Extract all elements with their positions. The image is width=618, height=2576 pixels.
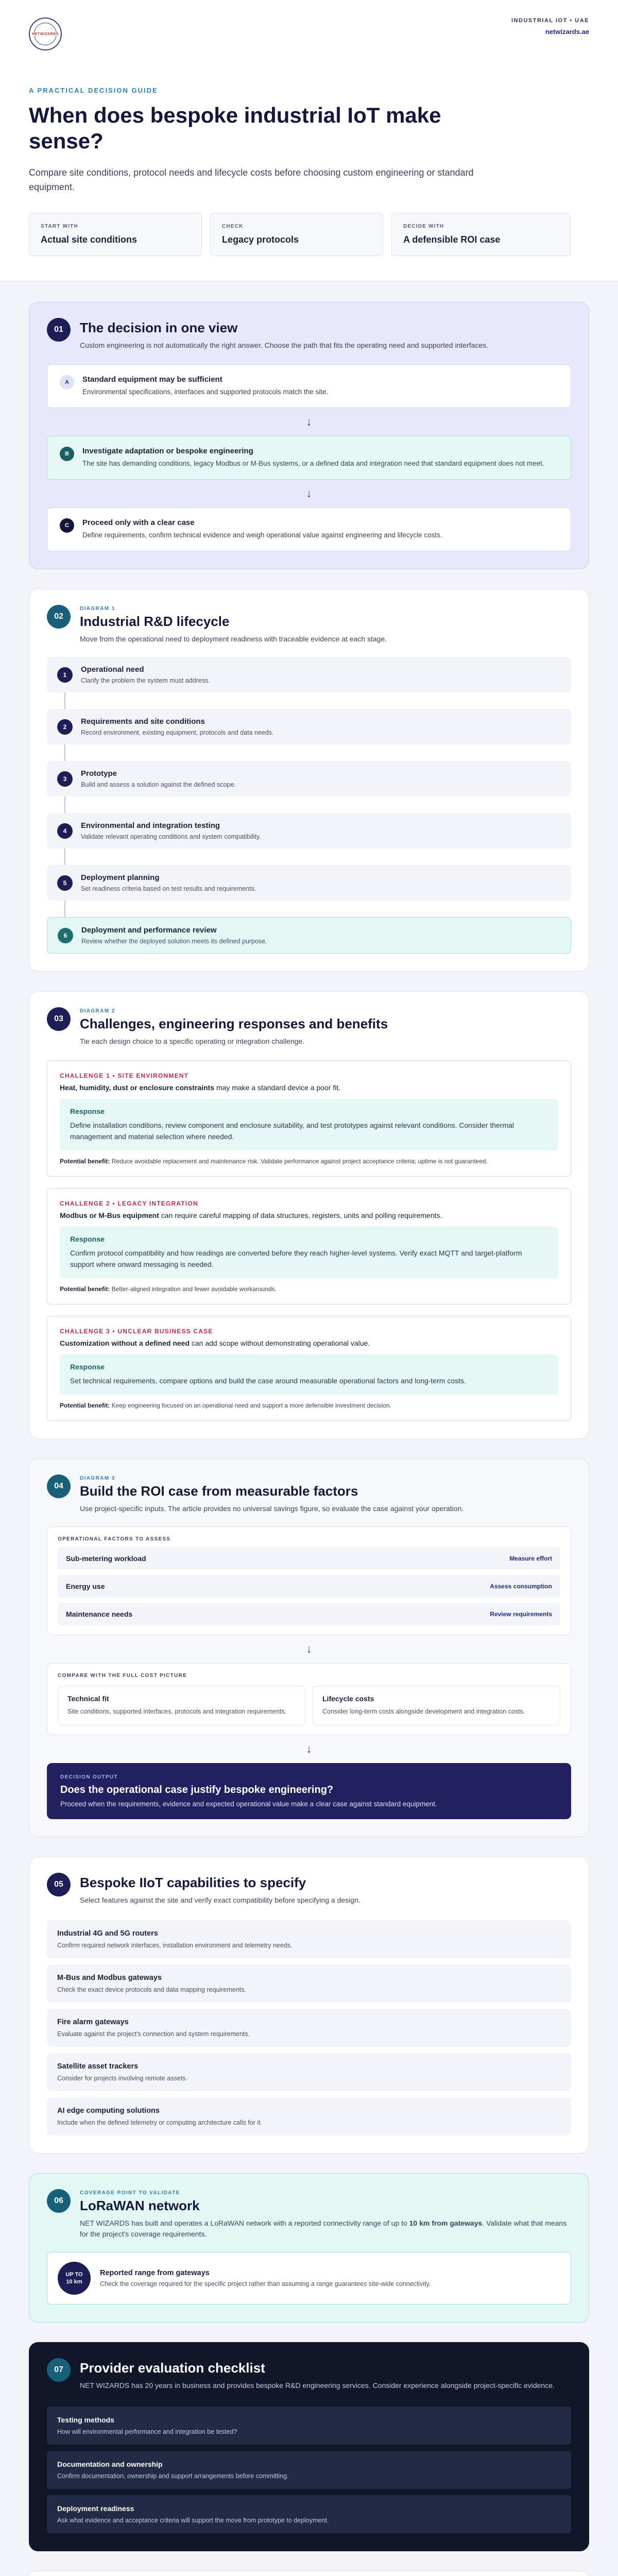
section-title: The decision in one view: [80, 320, 238, 335]
section-decision: [29, 302, 589, 569]
factor-name: Maintenance needs: [66, 1610, 133, 1618]
challenge-card: [47, 1060, 571, 1177]
challenge-kicker: CHALLENGE 3 • UNCLEAR BUSINESS CASE: [60, 1328, 213, 1335]
benefit-text: Better-aligned integration and fewer avoidable workarounds.: [111, 1285, 277, 1293]
output-text: Proceed when the requirements, evidence and expected operational value make a clear case against standard equipment.: [60, 1800, 437, 1808]
decision-text: Define requirements, confirm technical evidence and weigh operational value against engineering and lifecycle costs.: [82, 531, 442, 539]
compare-title: Technical fit: [67, 1694, 109, 1703]
logo-text: NETWIZARDS: [32, 32, 59, 36]
compare-label: COMPARE WITH THE FULL COST PICTURE: [58, 1673, 187, 1679]
capability-text: Consider for projects involving remote assets.: [57, 2075, 187, 2082]
capability-text: Confirm required network interfaces, installation environment and telemetry needs.: [57, 1942, 293, 1949]
section-subtitle: Custom engineering is not automatically the right answer. Choose the path that fits the operating need and supported interfaces.: [80, 341, 489, 349]
capability-title: AI edge computing solutions: [57, 2107, 160, 2115]
section-head: [47, 1873, 571, 1906]
capability-item: [47, 2053, 571, 2091]
section-head: [47, 1007, 571, 1047]
response-label: Response: [70, 1363, 105, 1371]
factor-row: [58, 1575, 560, 1598]
compare-box: [47, 1663, 571, 1735]
factor-row: [58, 1603, 560, 1625]
section-number: 02: [47, 605, 71, 629]
section-number: 01: [47, 318, 71, 342]
section-head: [47, 318, 571, 351]
footer: [29, 2571, 589, 2576]
section-roi: [29, 1459, 589, 1837]
benefit-text: Keep engineering focused on an operational need and support a more defensible investment decision.: [111, 1402, 391, 1409]
decision-title: Investigate adaptation or bespoke engineering: [82, 447, 253, 455]
lifecycle-step: [47, 761, 571, 796]
section-title: LoRaWAN network: [80, 2198, 200, 2213]
header-kicker: INDUSTRIAL IOT • UAE: [511, 18, 589, 24]
range-text: Check the coverage required for the specific project rather than assuming a range guarantees site-wide connectivity.: [100, 2280, 431, 2287]
section-subtitle: Select features against the site and verify exact compatibility before specifying a design.: [80, 1896, 360, 1904]
lifecycle-step: [47, 709, 571, 744]
section-title: Provider evaluation checklist: [80, 2360, 265, 2376]
lifecycle-step: [47, 865, 571, 901]
decision-output: [47, 1763, 571, 1819]
step-number: 6: [58, 928, 73, 943]
benefit-label: Potential benefit:: [60, 1285, 110, 1293]
decision-card-c: [47, 507, 571, 551]
decision-card-a: [47, 364, 571, 408]
benefit-label: Potential benefit:: [60, 1402, 110, 1409]
challenge-text: [60, 1211, 558, 1219]
top-bar: [29, 18, 589, 50]
benefit-label: Potential benefit:: [60, 1158, 110, 1165]
chip-start: [29, 213, 202, 256]
range-badge: [58, 2262, 91, 2295]
step-connector: [64, 692, 65, 709]
benefit: [60, 1285, 558, 1293]
capability-text: Evaluate against the project's connection and system requirements.: [57, 2030, 250, 2038]
chip-value: Legacy protocols: [222, 234, 299, 245]
section-lifecycle: [29, 589, 589, 972]
factor-name: Sub-metering workload: [66, 1554, 146, 1563]
capability-title: Fire alarm gateways: [57, 2018, 129, 2026]
response-label: Response: [70, 1235, 105, 1243]
response-label: Response: [70, 1107, 105, 1115]
step-text: Build and assess a solution against the defined scope.: [81, 781, 236, 788]
step-connector: [64, 744, 65, 761]
lifecycle-step: [47, 657, 571, 692]
section-subtitle: Tie each design choice to a specific operating or integration challenge.: [80, 1037, 305, 1045]
decision-marker: A: [60, 375, 74, 389]
section-checklist: [29, 2342, 589, 2551]
subtitle-post: . Validate what that means for the project's coverage requirements.: [80, 2219, 567, 2238]
decision-title: Proceed only with a clear case: [82, 518, 195, 527]
chip-label: DECIDE WITH: [403, 224, 444, 229]
section-subtitle: NET WIZARDS has 20 years in business and provides bespoke R&D engineering services. Consider experience alongside project-specific evidence.: [80, 2381, 555, 2389]
range-card: [47, 2252, 571, 2304]
challenge-text: [60, 1339, 558, 1347]
capability-item: [47, 2009, 571, 2047]
benefit: [60, 1402, 558, 1409]
capability-text: Check the exact device protocols and data mapping requirements.: [57, 1986, 246, 1993]
challenge-kicker: CHALLENGE 2 • LEGACY INTEGRATION: [60, 1200, 198, 1207]
response-box: [60, 1099, 558, 1150]
step-text: Record environment, existing equipment, protocols and data needs.: [81, 729, 274, 736]
checklist-item: [47, 2451, 571, 2489]
response-text: Confirm protocol compatibility and how readings are converted before they reach higher-level systems. Verify exact MQTT and target-platform support where onward messaging is needed.: [70, 1249, 522, 1268]
capability-item: [47, 2097, 571, 2136]
chip-value: Actual site conditions: [41, 234, 138, 245]
step-text: Set readiness criteria based on test results and requirements.: [81, 885, 256, 892]
checklist-title: Documentation and ownership: [57, 2460, 163, 2468]
lead-text: Compare site conditions, protocol needs and lifecycle costs before choosing custom engineering or standard equipment.: [29, 167, 474, 192]
output-label: DECISION OUTPUT: [60, 1774, 118, 1780]
badge-bottom: 10 km: [66, 2279, 82, 2285]
section-title: Build the ROI case from measurable factors: [80, 1483, 358, 1499]
step-connector: [64, 901, 65, 917]
challenge-kicker: CHALLENGE 1 • SITE ENVIRONMENT: [60, 1072, 189, 1079]
range-title: Reported range from gateways: [100, 2269, 210, 2277]
decision-title: Standard equipment may be sufficient: [82, 375, 222, 384]
compare-card: [58, 1686, 305, 1725]
checklist-title: Deployment readiness: [57, 2504, 134, 2513]
checklist-item: [47, 2406, 571, 2445]
compare-text: Site conditions, supported interfaces, protocols and integration requirements.: [67, 1708, 287, 1715]
section-title: Industrial R&D lifecycle: [80, 614, 230, 629]
chip-label: START WITH: [41, 224, 78, 229]
section-kicker: DIAGRAM 2: [80, 1008, 115, 1014]
section-subtitle: [80, 2218, 571, 2240]
factors-box: [47, 1527, 571, 1635]
chip-value: A defensible ROI case: [403, 234, 501, 245]
section-head: [47, 1475, 571, 1514]
section-title: Challenges, engineering responses and benefits: [80, 1016, 388, 1031]
step-text: Review whether the deployed solution meets its defined purpose.: [81, 938, 267, 945]
compare-title: Lifecycle costs: [322, 1694, 374, 1703]
summary-chips: [29, 213, 589, 256]
challenge-rest: can add scope without demonstrating operational value.: [190, 1339, 370, 1347]
lifecycle-step-final: [47, 917, 571, 954]
step-connector: [64, 849, 65, 865]
factor-action: Assess consumption: [490, 1583, 552, 1590]
compare-text: Consider long-term costs alongside development and integration costs.: [322, 1708, 525, 1715]
step-text: Clarify the problem the system must address.: [81, 677, 210, 684]
section-title: Bespoke IIoT capabilities to specify: [80, 1875, 306, 1890]
step-number: 2: [57, 719, 73, 735]
capability-title: Satellite asset trackers: [57, 2062, 139, 2071]
step-title: Deployment and performance review: [81, 926, 217, 935]
challenge-lead: Heat, humidity, dust or enclosure constraints: [60, 1083, 215, 1092]
section-subtitle: Move from the operational need to deployment readiness with traceable evidence at each stage.: [80, 635, 387, 643]
challenge-card: [47, 1316, 571, 1421]
arrow-down-icon: ↓: [306, 487, 312, 500]
factor-action: Review requirements: [490, 1611, 552, 1618]
eyebrow: A PRACTICAL DECISION GUIDE: [29, 87, 158, 94]
benefit-text: Reduce avoidable replacement and maintenance risk. Validate performance against project acceptance criteria; uptime is not guaranteed.: [111, 1158, 488, 1165]
factor-name: Energy use: [66, 1582, 105, 1590]
challenge-text: [60, 1083, 558, 1092]
capability-title: M-Bus and Modbus gateways: [57, 1974, 162, 1982]
section-number: 05: [47, 1873, 71, 1896]
step-connector: [64, 796, 65, 813]
response-text: Set technical requirements, compare options and build the case around measurable operational factors and long-term costs.: [70, 1377, 466, 1385]
checklist-text: Ask what evidence and acceptance criteria will support the move from prototype to deployment.: [57, 2517, 329, 2524]
section-head: [47, 2189, 571, 2240]
capability-item: [47, 1964, 571, 2003]
section-number: 07: [47, 2358, 71, 2382]
arrow-down-icon: ↓: [306, 1642, 312, 1655]
section-number: 04: [47, 1475, 71, 1498]
step-number: 4: [57, 823, 73, 839]
section-number: 03: [47, 1007, 71, 1031]
arrow-down-icon: ↓: [306, 415, 312, 428]
chip-check: [210, 213, 383, 256]
step-title: Environmental and integration testing: [81, 821, 220, 830]
factors-label: OPERATIONAL FACTORS TO ASSESS: [58, 1536, 171, 1542]
challenge-card: [47, 1188, 571, 1304]
top-right: [511, 18, 589, 36]
decision-text: Environmental specifications, interfaces and supported protocols match the site.: [82, 388, 329, 396]
lifecycle-step: [47, 813, 571, 849]
subtitle-pre: NET WIZARDS has built and operates a LoRaWAN network with a reported connectivity range of up to: [80, 2219, 409, 2227]
checklist-text: Confirm documentation, ownership and support arrangements before committing.: [57, 2472, 289, 2480]
compare-card: [313, 1686, 560, 1725]
challenge-lead: Customization without a defined need: [60, 1339, 190, 1347]
section-subtitle: Use project-specific inputs. The article provides no universal savings figure, so evaluate the case against your operation.: [80, 1504, 464, 1513]
step-number: 5: [57, 875, 73, 891]
section-head: [47, 605, 571, 645]
section-head: [47, 2358, 571, 2391]
factor-action: Measure effort: [509, 1555, 552, 1562]
step-title: Operational need: [81, 665, 144, 674]
step-title: Requirements and site conditions: [81, 717, 205, 726]
page-title: When does bespoke industrial IoT make sense?: [29, 103, 441, 153]
section-challenges: [29, 991, 589, 1439]
capability-title: Industrial 4G and 5G routers: [57, 1929, 158, 1938]
section-kicker: COVERAGE POINT TO VALIDATE: [80, 2190, 180, 2196]
benefit: [60, 1158, 558, 1165]
site-link[interactable]: netwizards.ae: [545, 28, 589, 36]
checklist-item: [47, 2495, 571, 2533]
decision-text: The site has demanding conditions, legacy Modbus or M-Bus systems, or a defined data and integration need that standard equipment does not meet.: [82, 460, 544, 467]
checklist-title: Testing methods: [57, 2416, 114, 2424]
netwizards-logo[interactable]: [29, 18, 62, 50]
subtitle-range: 10 km from gateways: [409, 2219, 483, 2227]
decision-card-b: [47, 436, 571, 480]
chip-label: CHECK: [222, 224, 244, 229]
decision-marker: C: [60, 518, 74, 533]
response-box: [60, 1354, 558, 1395]
challenge-rest: may make a standard device a poor fit.: [214, 1083, 341, 1092]
step-text: Validate relevant operating conditions and system compatibility.: [81, 833, 261, 840]
step-number: 1: [57, 667, 73, 683]
step-title: Prototype: [81, 769, 117, 778]
section-capabilities: [29, 1857, 589, 2154]
section-kicker: DIAGRAM 1: [80, 606, 115, 612]
chip-decide: [391, 213, 571, 256]
compare-grid: [58, 1686, 560, 1725]
decision-marker: B: [60, 447, 74, 461]
checklist-text: How will environmental performance and integration be tested?: [57, 2428, 237, 2435]
badge-top: UP TO: [65, 2272, 83, 2278]
hero: [0, 0, 618, 281]
arrow-down-icon: ↓: [306, 1742, 312, 1755]
output-title: Does the operational case justify bespoke engineering?: [60, 1784, 334, 1795]
capability-text: Include when the defined telemetry or computing architecture calls for it.: [57, 2119, 263, 2126]
step-title: Deployment planning: [81, 873, 160, 882]
response-text: Define installation conditions, review component and enclosure suitability, and test prototypes against relevant conditions. Consider thermal management and material selection where needed.: [70, 1121, 514, 1141]
factor-row: [58, 1547, 560, 1570]
section-kicker: DIAGRAM 3: [80, 1476, 115, 1481]
challenge-rest: can require careful mapping of data structures, registers, units and polling requirements.: [159, 1211, 442, 1219]
section-lorawan: [29, 2173, 589, 2323]
section-number: 06: [47, 2189, 71, 2213]
step-number: 3: [57, 771, 73, 787]
capability-item: [47, 1920, 571, 1958]
response-box: [60, 1227, 558, 1278]
challenge-lead: Modbus or M-Bus equipment: [60, 1211, 159, 1219]
